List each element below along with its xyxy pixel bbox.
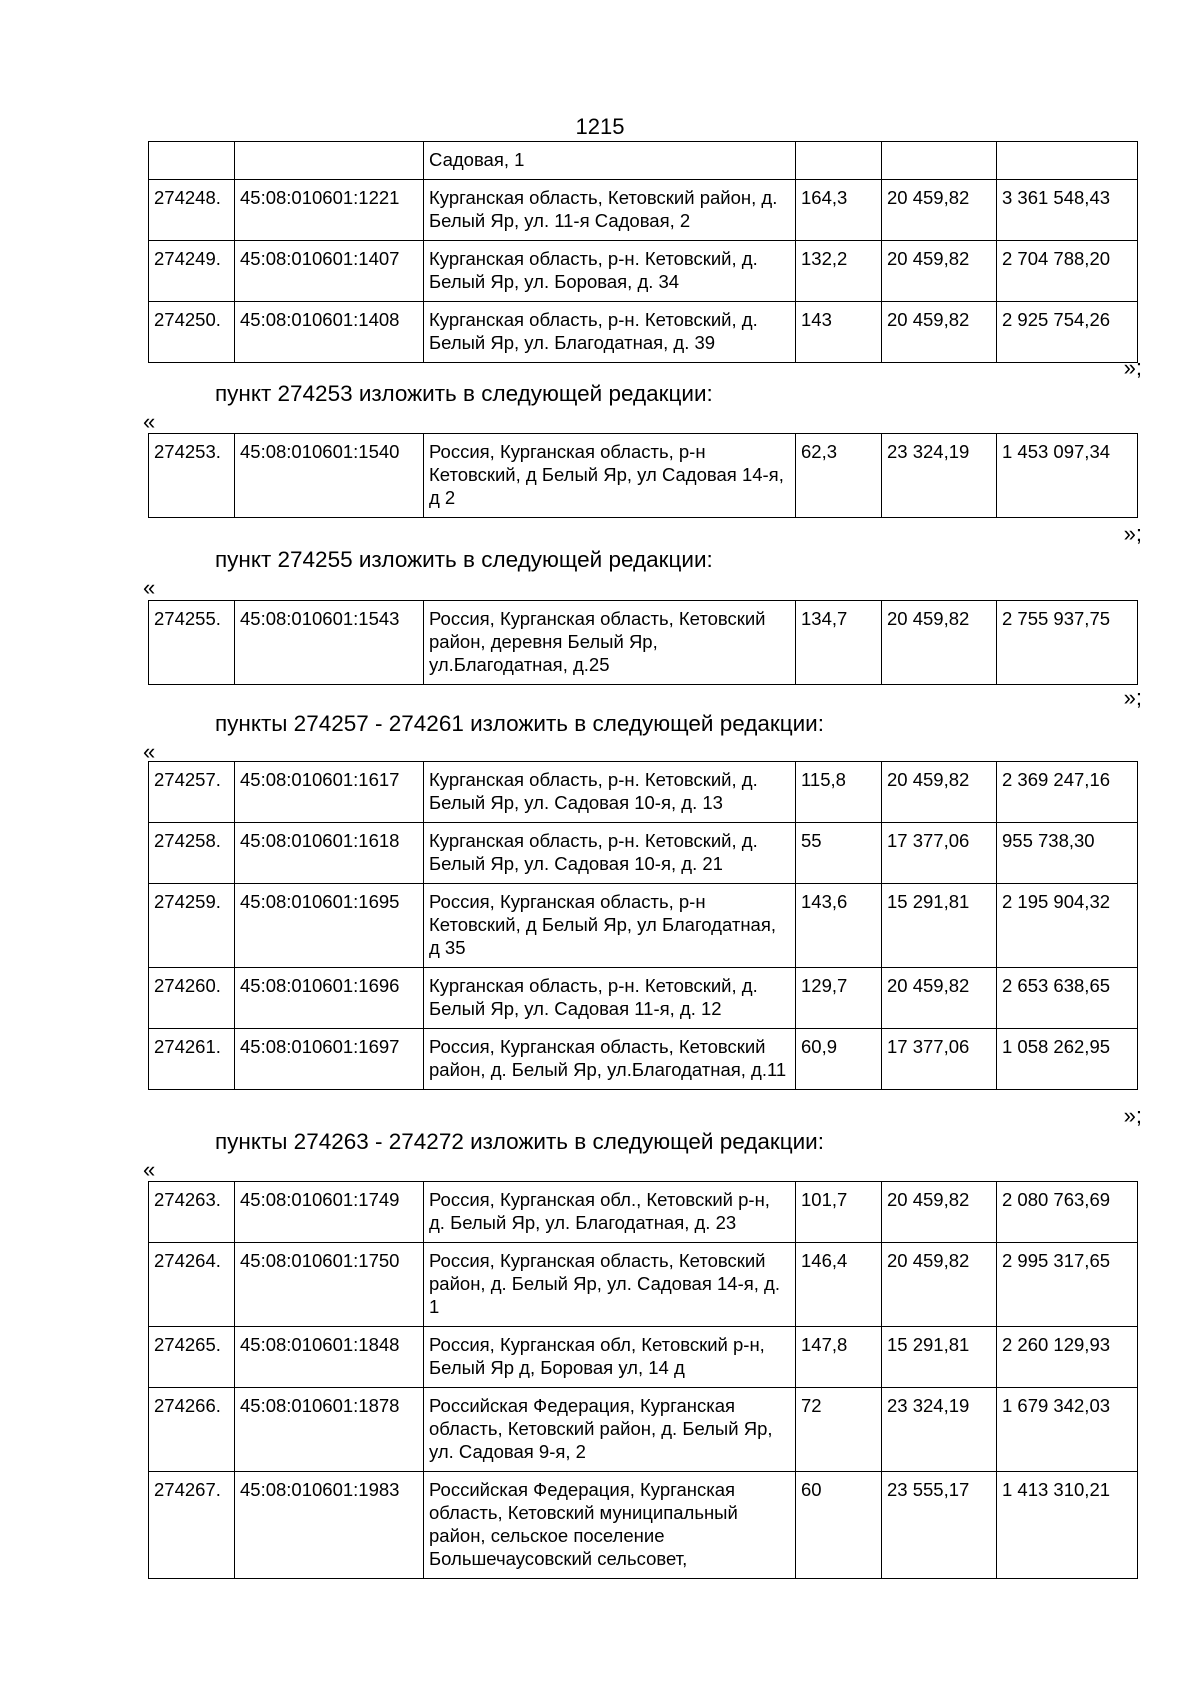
area-cell: 115,8 (796, 762, 882, 823)
item-number-cell: 274255. (149, 601, 235, 685)
cadastral-number-cell (235, 142, 424, 180)
registry-table-274257-274261 (148, 761, 1138, 1090)
address-cell: Садовая, 1 (424, 142, 796, 180)
specific-value-cell: 20 459,82 (882, 241, 997, 302)
closing-quote: »; (1123, 685, 1142, 710)
area-cell: 55 (796, 823, 882, 884)
item-number-cell: 274261. (149, 1029, 235, 1090)
cadastral-value-cell: 2 260 129,93 (997, 1327, 1138, 1388)
address-cell: Россия, Курганская обл, Кетовский р-н, Белый Яр д, Боровая ул, 14 д (424, 1327, 796, 1388)
specific-value-cell: 23 324,19 (882, 434, 997, 518)
cadastral-number-cell: 45:08:010601:1983 (235, 1472, 424, 1579)
cadastral-number-cell: 45:08:010601:1695 (235, 884, 424, 968)
cadastral-value-cell: 1 679 342,03 (997, 1388, 1138, 1472)
cadastral-value-cell: 955 738,30 (997, 823, 1138, 884)
opening-quote: « (143, 739, 156, 764)
specific-value-cell: 20 459,82 (882, 601, 997, 685)
specific-value-cell (882, 142, 997, 180)
specific-value-cell: 17 377,06 (882, 823, 997, 884)
address-cell: Россия, Курганская область, р-н Кетовский, д Белый Яр, ул Благодатная, д 35 (424, 884, 796, 968)
address-cell: Российская Федерация, Курганская область, Кетовский муниципальный район, сельское поселение Большечаусовский сельсовет, (424, 1472, 796, 1579)
area-cell: 72 (796, 1388, 882, 1472)
address-cell: Российская Федерация, Курганская область, Кетовский район, д. Белый Яр, ул. Садовая 9-я, 2 (424, 1388, 796, 1472)
cadastral-number-cell: 45:08:010601:1697 (235, 1029, 424, 1090)
area-cell: 60 (796, 1472, 882, 1579)
area-cell: 147,8 (796, 1327, 882, 1388)
opening-quote: « (143, 575, 156, 600)
cadastral-value-cell: 1 413 310,21 (997, 1472, 1138, 1579)
cadastral-value-cell: 1 453 097,34 (997, 434, 1138, 518)
address-cell: Россия, Курганская область, Кетовский район, д. Белый Яр, ул.Благодатная, д.11 (424, 1029, 796, 1090)
area-cell (796, 142, 882, 180)
table-row (149, 1472, 1138, 1579)
address-cell: Россия, Курганская область, р-н Кетовский, д Белый Яр, ул Садовая 14-я, д 2 (424, 434, 796, 518)
registry-table-274263-274272 (148, 1181, 1138, 1579)
specific-value-cell: 20 459,82 (882, 180, 997, 241)
table-row (149, 1327, 1138, 1388)
table-row (149, 823, 1138, 884)
opening-quote: « (143, 1157, 156, 1182)
item-number-cell: 274248. (149, 180, 235, 241)
table-row (149, 601, 1138, 685)
cadastral-number-cell: 45:08:010601:1696 (235, 968, 424, 1029)
specific-value-cell: 20 459,82 (882, 1182, 997, 1243)
closing-quote: »; (1123, 521, 1142, 546)
item-number-cell: 274259. (149, 884, 235, 968)
specific-value-cell: 20 459,82 (882, 968, 997, 1029)
area-cell: 101,7 (796, 1182, 882, 1243)
area-cell: 134,7 (796, 601, 882, 685)
amendment-instruction: пункт 274253 изложить в следующей редакции: (215, 381, 713, 406)
area-cell: 143,6 (796, 884, 882, 968)
registry-table-274255 (148, 600, 1138, 685)
opening-quote: « (143, 409, 156, 434)
item-number-cell: 274249. (149, 241, 235, 302)
specific-value-cell: 20 459,82 (882, 762, 997, 823)
item-number-cell: 274264. (149, 1243, 235, 1327)
address-cell: Курганская область, р-н. Кетовский, д. Белый Яр, ул. Боровая, д. 34 (424, 241, 796, 302)
cadastral-value-cell (997, 142, 1138, 180)
specific-value-cell: 20 459,82 (882, 1243, 997, 1327)
page-number: 1215 (575, 114, 625, 139)
cadastral-number-cell: 45:08:010601:1750 (235, 1243, 424, 1327)
specific-value-cell: 20 459,82 (882, 302, 997, 363)
cadastral-number-cell: 45:08:010601:1749 (235, 1182, 424, 1243)
table-row (149, 884, 1138, 968)
item-number-cell: 274250. (149, 302, 235, 363)
table-row (149, 302, 1138, 363)
table-row (149, 434, 1138, 518)
specific-value-cell: 15 291,81 (882, 884, 997, 968)
item-number-cell: 274258. (149, 823, 235, 884)
item-number-cell: 274263. (149, 1182, 235, 1243)
cadastral-number-cell: 45:08:010601:1407 (235, 241, 424, 302)
cadastral-number-cell: 45:08:010601:1221 (235, 180, 424, 241)
address-cell: Россия, Курганская область, Кетовский район, д. Белый Яр, ул. Садовая 14-я, д. 1 (424, 1243, 796, 1327)
specific-value-cell: 23 555,17 (882, 1472, 997, 1579)
address-cell: Курганская область, р-н. Кетовский, д. Белый Яр, ул. Благодатная, д. 39 (424, 302, 796, 363)
specific-value-cell: 17 377,06 (882, 1029, 997, 1090)
cadastral-number-cell: 45:08:010601:1408 (235, 302, 424, 363)
item-number-cell: 274253. (149, 434, 235, 518)
table-row (149, 1029, 1138, 1090)
area-cell: 164,3 (796, 180, 882, 241)
address-cell: Курганская область, р-н. Кетовский, д. Белый Яр, ул. Садовая 10-я, д. 13 (424, 762, 796, 823)
item-number-cell: 274267. (149, 1472, 235, 1579)
address-cell: Россия, Курганская обл., Кетовский р-н, д. Белый Яр, ул. Благодатная, д. 23 (424, 1182, 796, 1243)
table-row (149, 142, 1138, 180)
cadastral-value-cell: 2 653 638,65 (997, 968, 1138, 1029)
table-row (149, 1182, 1138, 1243)
registry-table-top (148, 141, 1138, 363)
closing-quote: »; (1123, 355, 1142, 380)
specific-value-cell: 23 324,19 (882, 1388, 997, 1472)
cadastral-value-cell: 2 195 904,32 (997, 884, 1138, 968)
area-cell: 132,2 (796, 241, 882, 302)
table-row (149, 1388, 1138, 1472)
closing-quote: »; (1123, 1103, 1142, 1128)
cadastral-number-cell: 45:08:010601:1878 (235, 1388, 424, 1472)
cadastral-value-cell: 3 361 548,43 (997, 180, 1138, 241)
table-row (149, 241, 1138, 302)
area-cell: 60,9 (796, 1029, 882, 1090)
item-number-cell: 274265. (149, 1327, 235, 1388)
address-cell: Курганская область, р-н. Кетовский, д. Белый Яр, ул. Садовая 10-я, д. 21 (424, 823, 796, 884)
table-row (149, 1243, 1138, 1327)
item-number-cell: 274266. (149, 1388, 235, 1472)
cadastral-value-cell: 2 995 317,65 (997, 1243, 1138, 1327)
cadastral-value-cell: 2 704 788,20 (997, 241, 1138, 302)
item-number-cell: 274260. (149, 968, 235, 1029)
amendment-instruction: пункты 274257 - 274261 изложить в следующей редакции: (215, 711, 825, 736)
item-number-cell: 274257. (149, 762, 235, 823)
item-number-cell (149, 142, 235, 180)
cadastral-value-cell: 2 080 763,69 (997, 1182, 1138, 1243)
table-row (149, 762, 1138, 823)
address-cell: Россия, Курганская область, Кетовский район, деревня Белый Яр, ул.Благодатная, д.25 (424, 601, 796, 685)
registry-table-274253 (148, 433, 1138, 518)
cadastral-number-cell: 45:08:010601:1543 (235, 601, 424, 685)
cadastral-number-cell: 45:08:010601:1540 (235, 434, 424, 518)
area-cell: 143 (796, 302, 882, 363)
cadastral-number-cell: 45:08:010601:1848 (235, 1327, 424, 1388)
address-cell: Курганская область, Кетовский район, д. Белый Яр, ул. 11-я Садовая, 2 (424, 180, 796, 241)
area-cell: 146,4 (796, 1243, 882, 1327)
cadastral-value-cell: 2 369 247,16 (997, 762, 1138, 823)
table-row (149, 180, 1138, 241)
area-cell: 62,3 (796, 434, 882, 518)
cadastral-number-cell: 45:08:010601:1617 (235, 762, 424, 823)
cadastral-value-cell: 1 058 262,95 (997, 1029, 1138, 1090)
address-cell: Курганская область, р-н. Кетовский, д. Белый Яр, ул. Садовая 11-я, д. 12 (424, 968, 796, 1029)
cadastral-value-cell: 2 755 937,75 (997, 601, 1138, 685)
table-row (149, 968, 1138, 1029)
amendment-instruction: пункты 274263 - 274272 изложить в следующей редакции: (215, 1129, 825, 1154)
amendment-instruction: пункт 274255 изложить в следующей редакции: (215, 547, 713, 572)
area-cell: 129,7 (796, 968, 882, 1029)
cadastral-value-cell: 2 925 754,26 (997, 302, 1138, 363)
cadastral-number-cell: 45:08:010601:1618 (235, 823, 424, 884)
specific-value-cell: 15 291,81 (882, 1327, 997, 1388)
